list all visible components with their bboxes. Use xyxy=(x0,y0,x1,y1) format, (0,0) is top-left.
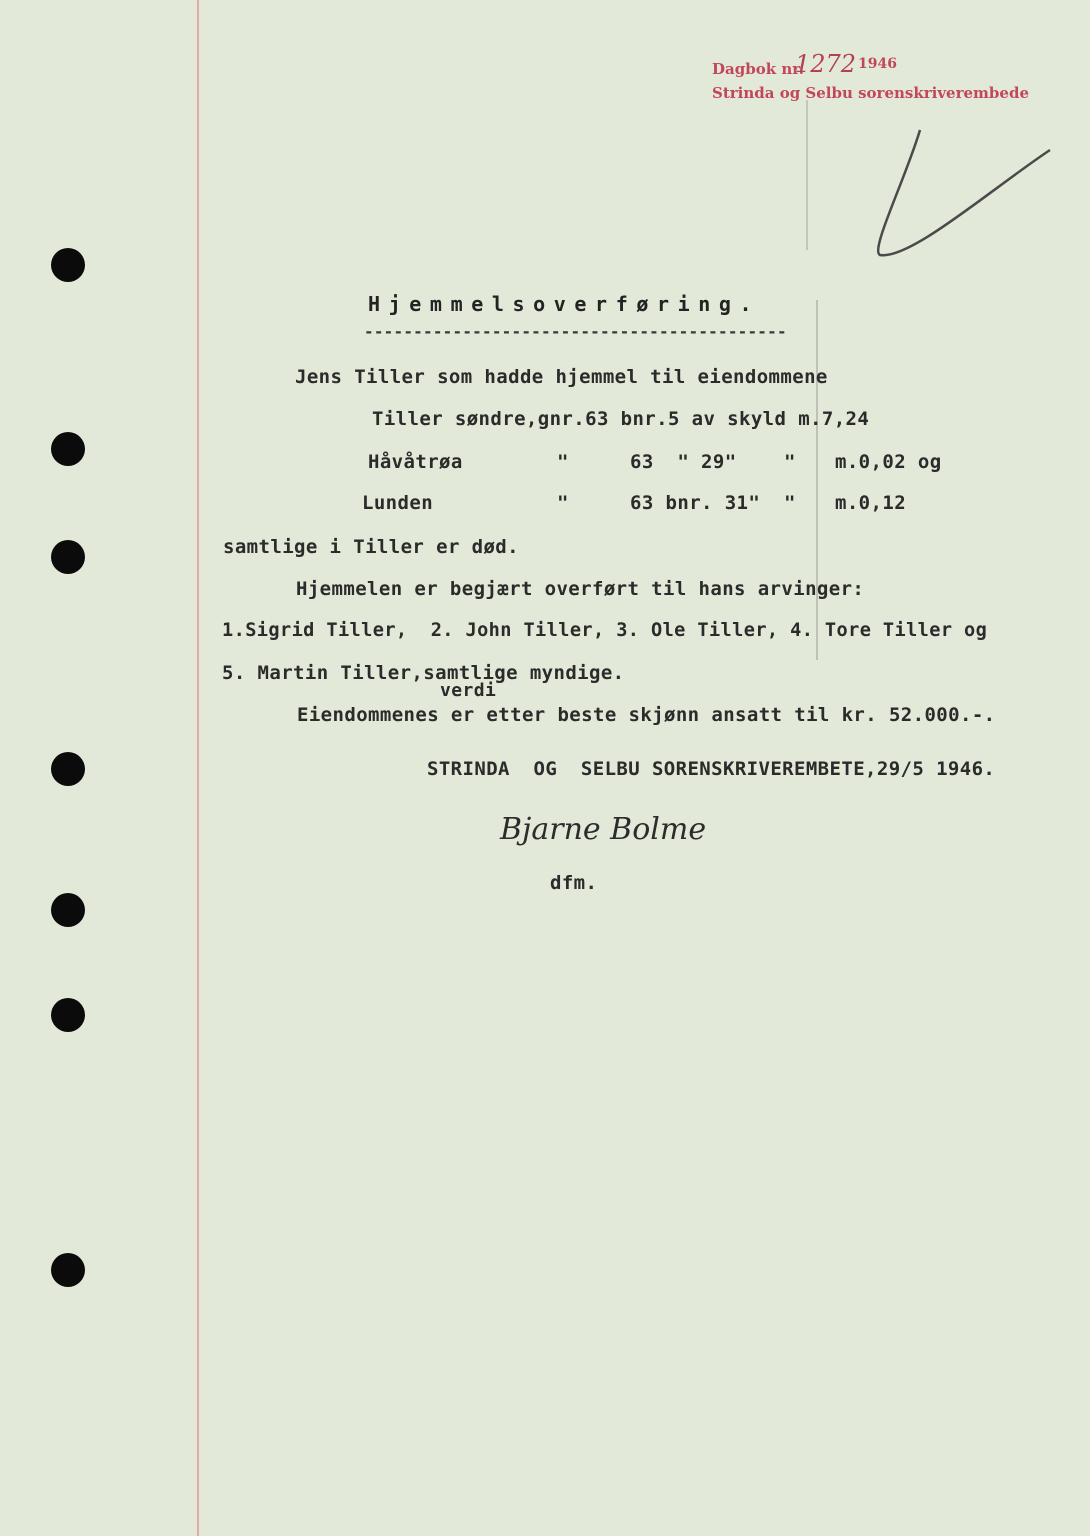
ditto-mark: " xyxy=(557,492,569,514)
property-1: Tiller søndre,gnr.63 bnr.5 av skyld m.7,24 xyxy=(372,408,870,430)
margin-rule xyxy=(197,0,199,1536)
punch-hole xyxy=(51,998,85,1032)
body-line-11: dfm. xyxy=(550,872,598,894)
body-line-7: 1.Sigrid Tiller, 2. John Tiller, 3. Ole Tiller, 4. Tore Tiller og xyxy=(222,620,988,641)
property-3-name: Lunden xyxy=(362,492,434,514)
pencil-mark xyxy=(806,100,808,250)
punch-hole xyxy=(51,432,85,466)
body-line-6: Hjemmelen er begjært overført til hans arvinger: xyxy=(296,578,865,600)
punch-hole xyxy=(51,1253,85,1287)
stamp-office: Strinda og Selbu sorenskriverembede xyxy=(712,84,1029,102)
stamp-dagbok-year: 1946 xyxy=(858,56,897,72)
inserted-word: verdi xyxy=(440,680,497,701)
pencil-mark xyxy=(816,300,818,660)
document-title: Hjemmelsoverføring. xyxy=(368,292,761,316)
signature: Bjarne Bolme xyxy=(500,812,707,847)
punch-hole xyxy=(51,893,85,927)
property-3-value: m.0,12 xyxy=(835,492,907,514)
stamp-dagbok-number: 1272 xyxy=(795,50,857,78)
ditto-mark: " xyxy=(784,492,796,514)
body-line-8: 5. Martin Tiller,samtlige myndige. xyxy=(222,662,625,684)
body-line-5: samtlige i Tiller er død. xyxy=(223,536,519,558)
handwritten-mark xyxy=(850,100,1070,270)
property-2-name: Håvåtrøa xyxy=(368,451,463,473)
body-line-10: STRINDA OG SELBU SORENSKRIVEREMBETE,29/5 1946. xyxy=(427,758,996,780)
body-line-9: Eiendommenes er etter beste skjønn ansatt til kr. 52.000.-. xyxy=(297,704,996,726)
title-underline: ------------------------------------------- xyxy=(364,322,787,341)
punch-hole xyxy=(51,540,85,574)
ditto-mark: " xyxy=(784,451,796,473)
punch-hole xyxy=(51,248,85,282)
body-line-1: Jens Tiller som hadde hjemmel til eiendommene xyxy=(295,366,828,388)
property-2-value: m.0,02 og xyxy=(835,451,942,473)
stamp-dagbok-label: Dagbok nr. xyxy=(712,60,804,78)
property-3-numbers: 63 bnr. 31" xyxy=(630,492,761,514)
punch-hole xyxy=(51,752,85,786)
property-2-numbers: 63 " 29" xyxy=(630,451,737,473)
ditto-mark: " xyxy=(557,451,569,473)
